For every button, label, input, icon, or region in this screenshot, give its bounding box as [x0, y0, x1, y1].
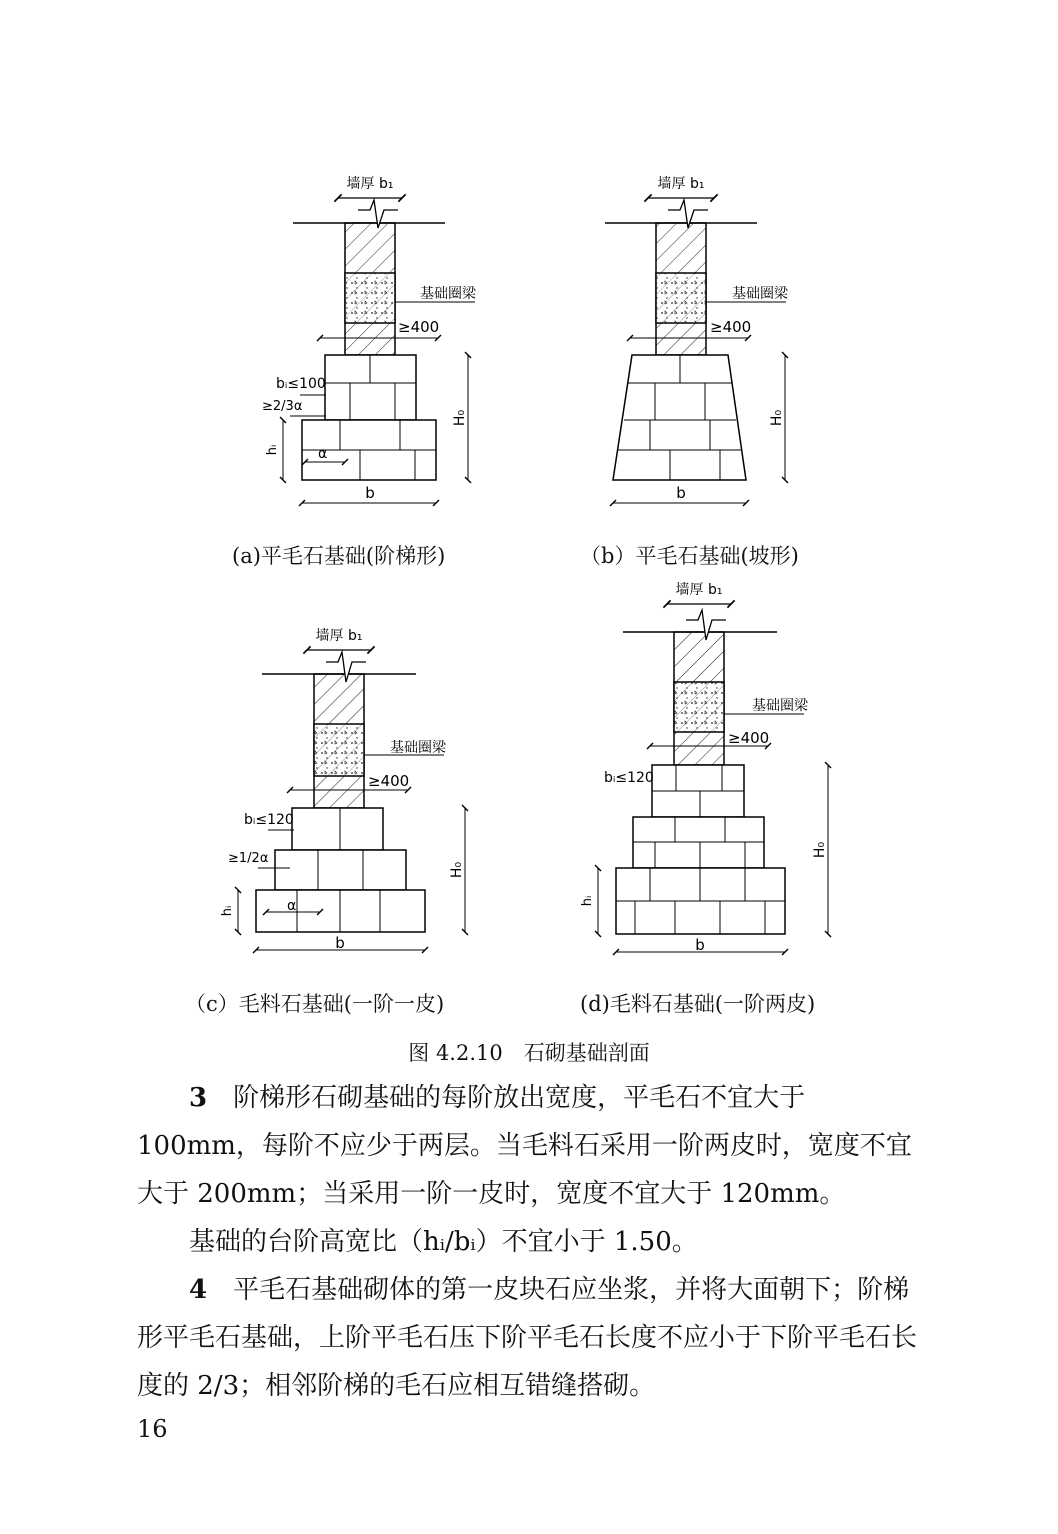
paragraph-3b: 基础的台阶高宽比（hᵢ/bᵢ）不宜小于 1.50。 [189, 1227, 698, 1257]
label-hi-a: hᵢ [265, 444, 280, 456]
label-bi-d: bᵢ≤120 [604, 770, 654, 786]
drawing-a [262, 175, 477, 503]
label-alpha-a: α [318, 446, 328, 462]
label-wall-d: 墙厚 b₁ [675, 582, 723, 598]
label-H0-d: H₀ [812, 841, 828, 859]
drawing-d [580, 581, 828, 954]
label-wall-c: 墙厚 b₁ [315, 628, 363, 644]
label-b-b: b [676, 484, 686, 502]
paragraph-3-body: 阶梯形石砌基础的每阶放出宽度，平毛石不宜大于100mm，每阶不应少于两层。当毛料石采用一阶两皮时，宽度不宜大于 200mm；当采用一阶一皮时，宽度不宜大于 120mm。 [137, 1083, 912, 1209]
label-ratio-c: ≥1/2α [228, 851, 269, 866]
label-H0-b: H₀ [769, 409, 785, 427]
drawing-c [220, 627, 465, 952]
drawing-b [605, 175, 789, 503]
label-ring-beam-a: 基础圈梁 [420, 286, 476, 302]
paragraph-4-body: 平毛石基础砌体的第一皮块石应坐浆，并将大面朝下；阶梯形平毛石基础，上阶平毛石压下阶平毛石长度不应小于下阶平毛石长度的 2/3；相邻阶梯的毛石应相互错缝搭砌。 [137, 1275, 918, 1401]
label-wall-b: 墙厚 b₁ [657, 176, 705, 192]
caption-c: （c）毛料石基础(一阶一皮) [185, 992, 445, 1016]
label-ring-beam-b: 基础圈梁 [732, 286, 788, 302]
label-400-b: ≥400 [710, 318, 752, 336]
label-400-c: ≥400 [368, 772, 410, 790]
paragraph-4-number: 4 [189, 1275, 208, 1305]
paragraph-3 [137, 1074, 922, 1218]
label-H0-a: H₀ [452, 409, 468, 427]
paragraph-3-number: 3 [189, 1083, 208, 1113]
label-bi-c: bᵢ≤120 [244, 812, 294, 828]
caption-b: （b）平毛石基础(坡形) [580, 544, 799, 568]
label-alpha-c: α [287, 898, 297, 914]
caption-d: (d)毛料石基础(一阶两皮) [580, 992, 816, 1016]
label-ring-beam-c: 基础圈梁 [390, 740, 446, 756]
label-b-d: b [695, 936, 705, 954]
label-hi-c: hᵢ [220, 905, 235, 917]
paragraph-4 [137, 1266, 922, 1410]
label-hi-d: hᵢ [580, 895, 595, 907]
label-ratio-a: ≥2/3α [262, 399, 303, 414]
figure-title: 图 4.2.10 石砌基础剖面 [408, 1041, 650, 1065]
label-H0-c: H₀ [449, 861, 465, 879]
label-b-a: b [365, 484, 375, 502]
caption-a: (a)平毛石基础(阶梯形) [232, 544, 446, 568]
label-b-c: b [335, 934, 345, 952]
label-wall-a: 墙厚 b₁ [346, 176, 394, 192]
label-400-a: ≥400 [398, 318, 440, 336]
page-number: 16 [137, 1415, 168, 1443]
label-400-d: ≥400 [728, 729, 770, 747]
label-ring-beam-d: 基础圈梁 [752, 698, 808, 714]
label-bi-a: bᵢ≤100 [276, 376, 326, 392]
